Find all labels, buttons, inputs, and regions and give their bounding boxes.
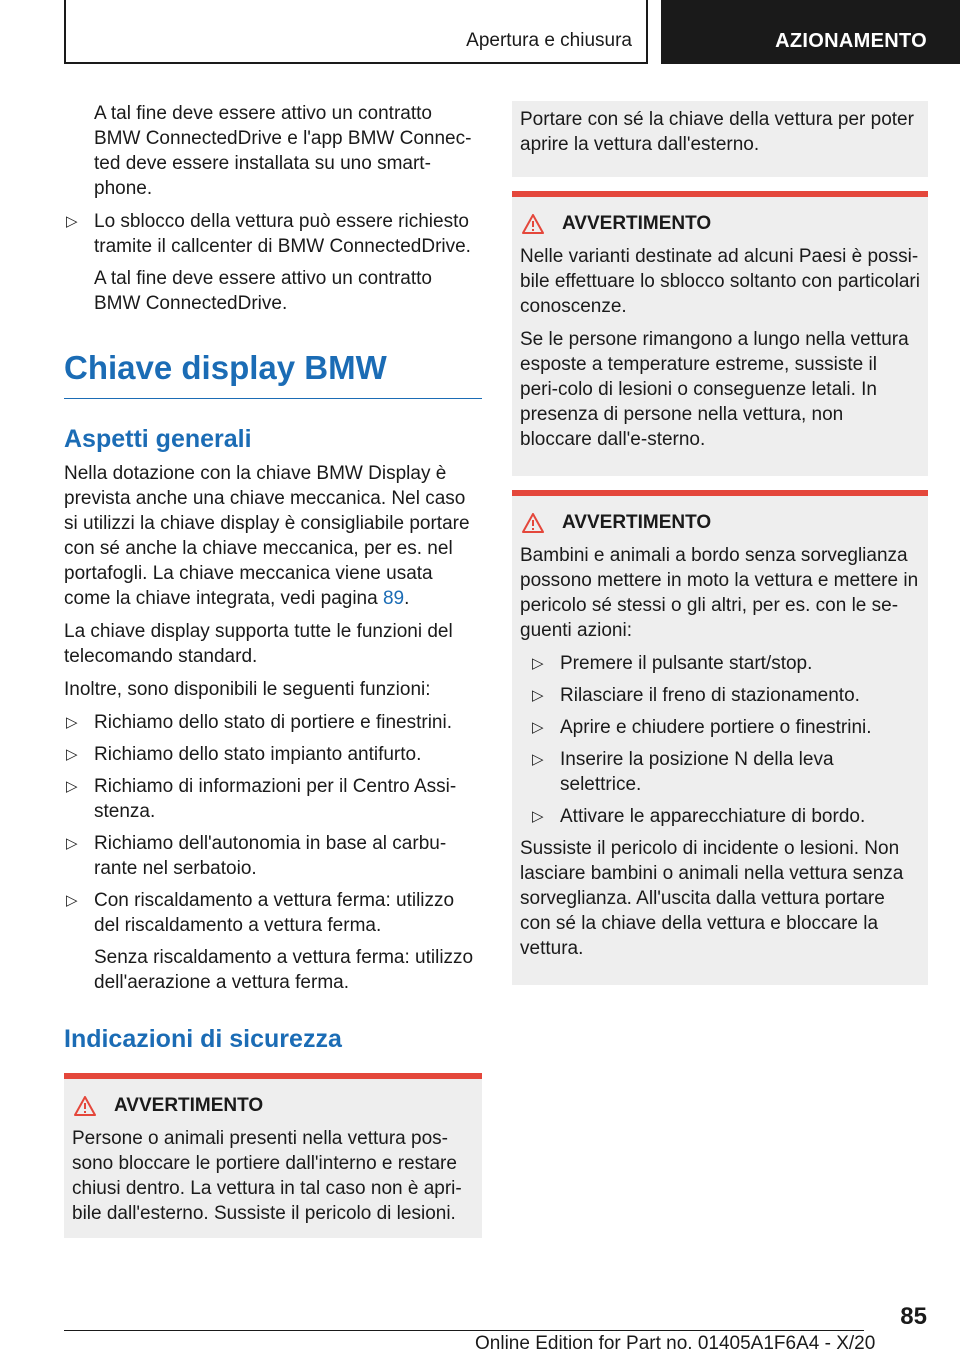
header-chapter-title: AZIONAMENTO <box>775 30 927 52</box>
warning-heading <box>520 510 920 535</box>
general-paragraph-1-end: . <box>404 588 410 609</box>
list-item-text: Richiamo dello stato di portiere e finestrini. <box>94 712 453 733</box>
warning-triangle-icon <box>522 513 544 533</box>
warning-title: AVVERTIMENTO <box>114 1095 264 1116</box>
general-paragraph-1 <box>64 461 482 611</box>
warning-text: Sussiste il pericolo di incidente o lesioni. Non lasciare bambini o animali nella vettura senza sorveglianza. All'uscita dalla vettura portare con sé la chiave della vettura e bloccare la vettura. <box>520 838 904 959</box>
triangle-right-outline-icon: ▷ <box>66 778 78 795</box>
list-item <box>530 651 920 676</box>
list-item-text: Rilasciare il freno di stazionamento. <box>560 685 860 706</box>
triangle-right-outline-icon: ▷ <box>532 655 544 672</box>
subsection-title-safety: Indicazioni di sicurezza <box>64 1025 342 1053</box>
triangle-right-outline-icon: ▷ <box>532 808 544 825</box>
triangle-right-outline-icon: ▷ <box>66 714 78 731</box>
list-item-text: Richiamo dello stato impianto antifurto. <box>94 744 422 765</box>
warning-title: AVVERTIMENTO <box>562 213 712 234</box>
list-item <box>530 715 920 740</box>
footer-divider <box>64 1330 864 1331</box>
warning-text: Persone o animali presenti nella vettura pos-sono bloccare le portiere dall'interno e restare chiusi dentro. La vettura in tal caso non è apri-bile dall'esterno. Sussiste il pericolo di lesioni. <box>72 1128 462 1224</box>
list-item <box>530 804 920 829</box>
page-reference-link[interactable]: 89 <box>382 588 405 609</box>
warning-triangle-icon <box>522 214 544 234</box>
list-item-text: Aprire e chiudere portiere o finestrini. <box>560 717 872 738</box>
list-item <box>530 683 920 708</box>
warning-heading <box>72 1093 474 1118</box>
list-item-text: Attivare le apparecchiature di bordo. <box>560 806 866 827</box>
list-item <box>530 747 920 797</box>
info-box-text: Portare con sé la chiave della vettura per poter aprire la vettura dall'esterno. <box>520 109 914 155</box>
warning-heading <box>520 211 920 236</box>
warning-text: Se le persone rimangono a lungo nella vettura esposte a temperature estreme, sussiste il peri-colo di lesioni o conseguenze letali. In presenza di persone nella vettura, non bloccare dall'e-sterno. <box>520 329 909 450</box>
list-item <box>64 742 482 767</box>
warning-title: AVVERTIMENTO <box>562 512 712 533</box>
info-box <box>512 101 928 177</box>
triangle-right-outline-icon: ▷ <box>66 835 78 852</box>
list-item-text: Con riscaldamento a vettura ferma: utilizzo del riscaldamento a vettura ferma. <box>94 890 455 936</box>
page-number: 85 <box>900 1303 927 1330</box>
triangle-right-outline-icon: ▷ <box>532 687 544 704</box>
warning-triangle-icon <box>74 1096 96 1116</box>
warning-text: Bambini e animali a bordo senza sorveglianza possono mettere in moto la vettura e mettere in pericolo sé stessi o gli altri, per es. con le se-guenti azioni: <box>520 545 919 641</box>
section-title: Chiave display BMW <box>64 346 482 399</box>
list-item-text: Premere il pulsante start/stop. <box>560 653 813 674</box>
header-chapter-tab <box>661 0 960 64</box>
triangle-right-outline-icon: ▷ <box>532 751 544 768</box>
list-item-text: Richiamo di informazioni per il Centro Assi-stenza. <box>94 776 457 822</box>
general-paragraph-2: La chiave display supporta tutte le funzioni del telecomando standard. <box>64 621 453 667</box>
left-column <box>64 101 482 1238</box>
warning-box <box>512 191 928 476</box>
intro-sub-paragraph: A tal fine deve essere attivo un contratto BMW ConnectedDrive. <box>94 268 432 314</box>
triangle-right-outline-icon: ▷ <box>66 746 78 763</box>
list-item <box>64 831 482 881</box>
warning-box <box>512 490 928 985</box>
list-item-text: Lo sblocco della vettura può essere richiesto tramite il callcenter di BMW ConnectedDrive. <box>94 211 471 257</box>
list-item-text: Richiamo dell'autonomia in base al carbu-rante nel serbatoio. <box>94 833 447 879</box>
triangle-right-outline-icon: ▷ <box>66 892 78 909</box>
footer-edition: Online Edition for Part no. 01405A1F6A4 - X/20 <box>475 1333 876 1354</box>
triangle-right-outline-icon: ▷ <box>532 719 544 736</box>
subsection-title-general: Aspetti generali <box>64 425 252 453</box>
general-paragraph-1-text: Nella dotazione con la chiave BMW Display è prevista anche una chiave meccanica. Nel caso si utilizzi la chiave display è consigliabile portare con sé anche la chiave meccanica, per es. nel portafogli. La chiave meccanica viene usata come la chiave integrata, vedi pagina <box>64 463 470 609</box>
list-item <box>64 710 482 735</box>
list-item <box>64 209 482 259</box>
triangle-right-outline-icon: ▷ <box>66 213 78 230</box>
intro-paragraph: A tal fine deve essere attivo un contratto BMW ConnectedDrive e l'app BMW Connec-ted deve essere installata su uno smart-phone. <box>94 103 472 199</box>
header-section-tab <box>64 0 648 64</box>
functions-sub-paragraph: Senza riscaldamento a vettura ferma: utilizzo dell'aerazione a vettura ferma. <box>94 947 474 993</box>
list-item <box>64 774 482 824</box>
header-section-title: Apertura e chiusura <box>466 30 632 51</box>
warning-text: Nelle varianti destinate ad alcuni Paesi è possi-bile effettuare lo sblocco soltanto con particolari conoscenze. <box>520 246 920 317</box>
right-column <box>512 101 928 985</box>
general-paragraph-3: Inoltre, sono disponibili le seguenti funzioni: <box>64 679 431 700</box>
warning-box <box>64 1073 482 1238</box>
list-item <box>64 888 482 938</box>
list-item-text: Inserire la posizione N della leva selettrice. <box>560 749 834 795</box>
